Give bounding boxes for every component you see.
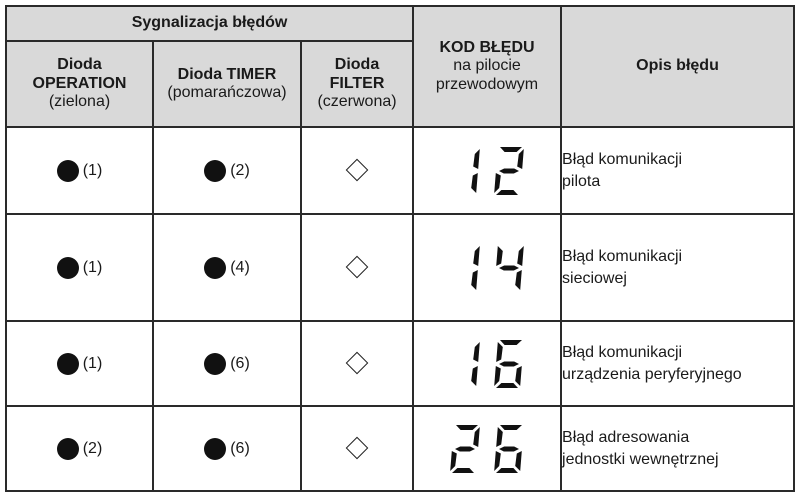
timer-cell — [153, 214, 301, 321]
filter-header-cell — [301, 41, 413, 127]
code-cell — [413, 214, 561, 321]
code-cell — [413, 127, 561, 214]
digit-segment — [473, 149, 480, 169]
digit-segment — [496, 427, 503, 447]
description-line1: Błąd komunikacji — [562, 150, 683, 168]
led-off-diamond-icon — [346, 256, 369, 279]
description-line1: Błąd adresowania — [562, 428, 690, 446]
digit-segment — [471, 270, 478, 290]
digit-segment — [473, 427, 480, 447]
timer-blinks: (4) — [230, 258, 250, 276]
timer-blinks: (2) — [230, 161, 250, 179]
operation-blinks: (1) — [82, 161, 103, 179]
header-row-top — [6, 6, 794, 41]
description-line2: sieciowej — [562, 269, 627, 287]
digit-segment — [496, 246, 503, 266]
description-line2: jednostki wewnętrznej — [562, 450, 719, 468]
led-on-icon — [57, 257, 79, 279]
description-header: Opis błędu — [636, 57, 719, 75]
operation-header-line3: (zielona) — [48, 93, 111, 111]
timer-cell — [153, 406, 301, 491]
led-off-diamond-icon — [346, 159, 369, 182]
digit-segment — [515, 270, 522, 290]
led-on-icon — [204, 257, 226, 279]
operation-cell — [6, 321, 153, 406]
digit-segment — [500, 425, 522, 430]
seven-segment-display — [449, 424, 525, 474]
digit-segment — [473, 246, 480, 266]
digit-segment — [494, 366, 501, 386]
operation-header-cell — [6, 41, 153, 127]
digit-segment — [496, 190, 518, 195]
description-line1: Błąd komunikacji — [562, 247, 683, 265]
error-code-display — [449, 243, 525, 293]
code-header-line3: przewodowym — [435, 75, 539, 93]
table-row — [6, 127, 794, 214]
digit-segment — [496, 342, 503, 362]
filter-cell — [301, 406, 413, 491]
digit-segment — [496, 468, 518, 473]
digit-segment — [473, 342, 480, 362]
description-cell — [561, 127, 794, 214]
seven-segment-display — [449, 339, 525, 389]
group-title: Sygnalizacja błędów — [131, 14, 288, 32]
digit-segment — [517, 149, 524, 169]
error-code-display — [449, 146, 525, 196]
digit-segment — [499, 168, 519, 173]
digit-segment — [500, 147, 522, 152]
operation-blinks: (1) — [82, 258, 103, 276]
digit-segment — [471, 366, 478, 386]
digit-segment — [456, 425, 478, 430]
operation-cell — [6, 214, 153, 321]
seven-segment-display — [449, 146, 525, 196]
digit-segment — [494, 173, 501, 193]
filter-header-line3: (czerwona) — [317, 93, 397, 111]
led-off-diamond-icon — [346, 352, 369, 375]
code-cell — [413, 321, 561, 406]
seven-segment-display — [449, 243, 525, 293]
timer-header-line2: (pomarańczowa) — [167, 84, 287, 101]
led-off-diamond-icon — [346, 437, 369, 460]
filter-header-line1: Dioda — [334, 56, 380, 74]
filter-cell — [301, 214, 413, 321]
timer-cell — [153, 321, 301, 406]
digit-segment — [450, 451, 457, 471]
digit-segment — [515, 451, 522, 471]
led-on-icon — [204, 160, 226, 182]
table-row — [6, 406, 794, 491]
digit-segment — [499, 361, 519, 366]
digit-segment — [499, 265, 519, 270]
digit-segment — [455, 446, 475, 451]
timer-blinks: (6) — [230, 439, 250, 457]
description-line1: Błąd komunikacji — [562, 343, 683, 361]
digit-segment — [517, 246, 524, 266]
code-header-cell — [413, 6, 561, 127]
table-row — [6, 321, 794, 406]
timer-blinks: (6) — [230, 354, 250, 372]
filter-cell — [301, 127, 413, 214]
code-cell — [413, 406, 561, 491]
filter-cell — [301, 321, 413, 406]
error-code-display — [449, 339, 525, 389]
description-cell — [561, 321, 794, 406]
digit-segment — [496, 383, 518, 388]
operation-blinks: (1) — [82, 354, 103, 372]
description-cell — [561, 214, 794, 321]
digit-segment — [494, 451, 501, 471]
group-title-cell — [6, 6, 413, 41]
digit-segment — [515, 366, 522, 386]
led-on-icon — [57, 438, 79, 460]
error-signal-table — [5, 5, 795, 492]
digit-segment — [500, 340, 522, 345]
digit-segment — [471, 173, 478, 193]
error-code-display — [449, 424, 525, 474]
timer-cell — [153, 127, 301, 214]
digit-segment — [452, 468, 474, 473]
table-row — [6, 214, 794, 321]
led-on-icon — [204, 353, 226, 375]
operation-blinks: (2) — [82, 439, 103, 457]
description-header-cell — [561, 6, 794, 127]
led-on-icon — [57, 353, 79, 375]
led-on-icon — [204, 438, 226, 460]
code-header-line1: KOD BŁĘDU — [439, 38, 535, 56]
description-cell — [561, 406, 794, 491]
description-line2: urządzenia peryferyjnego — [562, 365, 742, 383]
timer-header-cell — [153, 41, 301, 127]
description-line2: pilota — [562, 172, 601, 190]
digit-segment — [499, 446, 519, 451]
operation-header-line1: Dioda — [57, 56, 102, 74]
operation-cell — [6, 127, 153, 214]
operation-header-line2: OPERATION — [32, 74, 127, 92]
operation-cell — [6, 406, 153, 491]
timer-header-line1: Dioda TIMER — [177, 65, 277, 83]
led-on-icon — [57, 160, 79, 182]
filter-header-line2: FILTER — [329, 74, 385, 92]
code-header-line2: na pilocie — [453, 57, 521, 75]
